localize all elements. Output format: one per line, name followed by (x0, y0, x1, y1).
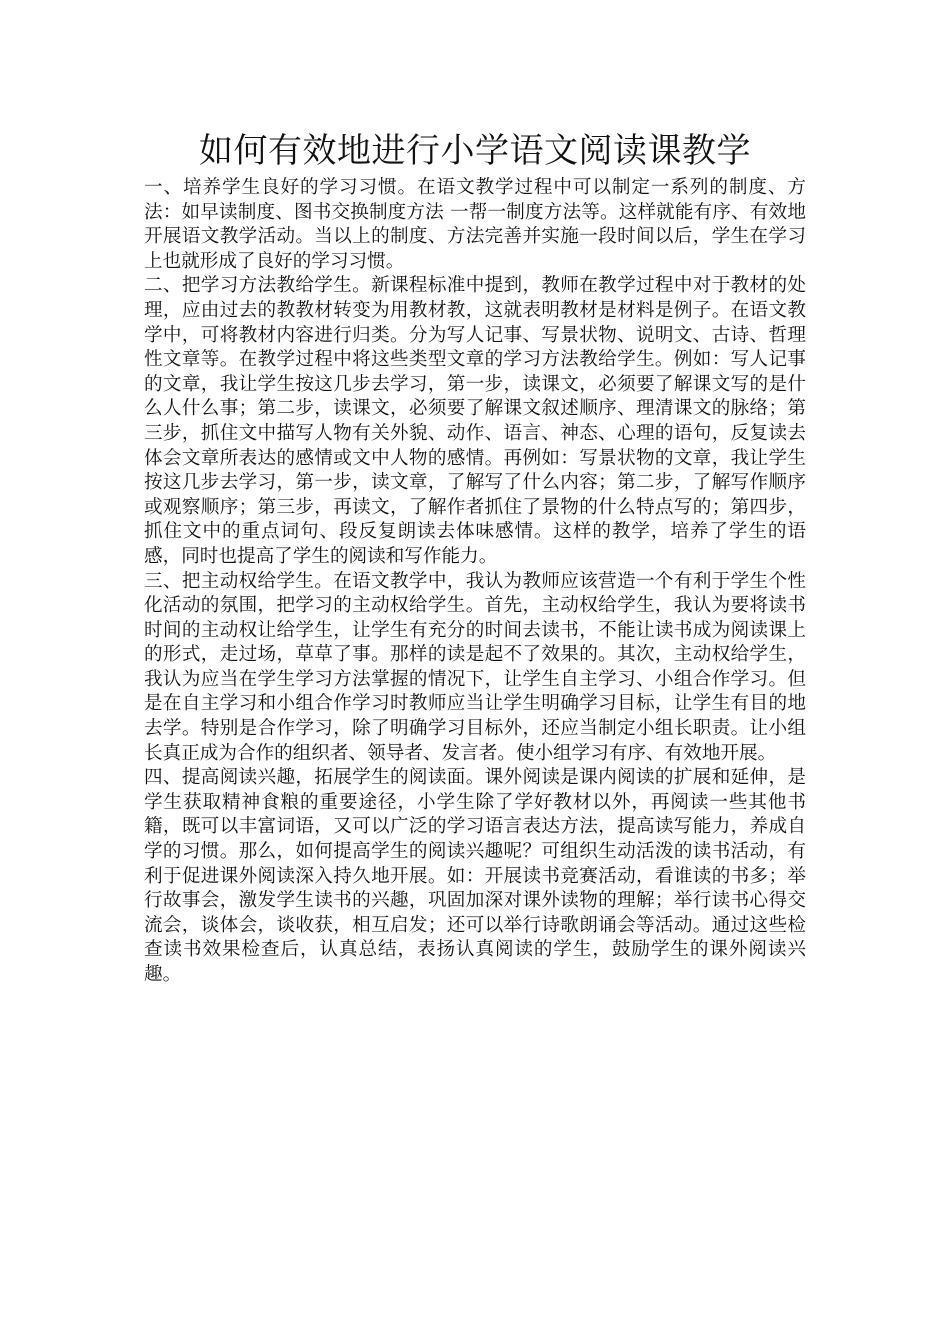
paragraph-methods: 二、把学习方法教给学生。新课程标准中提到，教师在教学过程中对于教材的处理，应由过去的教教材转变为用教材教，这就表明教材是材料是例子。在语文教学中，可将教材内容进行归类。分为写人记事、写景状物、说明文、古诗、哲理性文章等。在教学过程中将这些类型文章的学习方法教给学生。例如：写人记事的文章，我让学生按这几步去学习，第一步，读课文，必须要了解课文写的是什么人什么事；第二步，读课文，必须要了解课文叙述顺序、理清课文的脉络；第三步，抓住文中描写人物有关外貌、动作、语言、神态、心理的语句，反复读去体会文章所表达的感情或文中人物的感情。再例如：写景状物的文章，我让学生按这几步去学习，第一步，读文章，了解写了什么内容；第二步，了解写作顺序或观察顺序；第三步，再读文，了解作者抓住了景物的什么特点写的；第四步，抓住文中的重点词句、段反复朗读去体味感情。这样的教学，培养了学生的语感，同时也提高了学生的阅读和写作能力。 (144, 275, 806, 567)
paragraph-habits: 一、培养学生良好的学习习惯。在语文教学过程中可以制定一系列的制度、方法：如早读制度、图书交换制度方法 一帮一制度方法等。这样就能有序、有效地开展语文教学活动。当以上的制度、方法完善并实施一段时间以后，学生在学习上也就形成了良好的学习习惯。 (144, 177, 806, 272)
document-page (144, 128, 806, 988)
document-title: 如何有效地进行小学语文阅读课教学 (199, 131, 751, 171)
paragraph-initiative: 三、把主动权给学生。在语文教学中，我认为教师应该营造一个有利于学生个性化活动的氛围，把学习的主动权给学生。首先，主动权给学生，我认为要将读书时间的主动权让给学生，让学生有充分的时间去读书，不能让读书成为阅读课上的形式，走过场，草草了事。那样的读是起不了效果的。其次，主动权给学生，我认为应当在学生学习方法掌握的情况下，让学生自主学习、小组合作学习。但是在自主学习和小组合作学习时教师应当让学生明确学习目标，让学生有目的地去学。特别是合作学习，除了明确学习目标外，还应当制定小组长职责。让小组长真正成为合作的组织者、领导者、发言者。使小组学习有序、有效地开展。 (144, 570, 806, 764)
paragraph-interest: 四、提高阅读兴趣，拓展学生的阅读面。课外阅读是课内阅读的扩展和延伸，是学生获取精神食粮的重要途径，小学生除了学好教材以外，再阅读一些其他书籍，既可以丰富词语，又可以广泛的学习语言表达方法，提高读写能力，养成自学的习惯。那么，如何提高学生的阅读兴趣呢？可组织生动活泼的读书活动，有利于促进课外阅读深入持久地开展。如：开展读书竞赛活动，看谁读的书多；举行故事会，激发学生读书的兴趣，巩固加深对课外读物的理解；举行读书心得交流会，谈体会，谈收获，相互启发；还可以举行诗歌朗诵会等活动。通过这些检查读书效果检查后，认真总结，表扬认真阅读的学生，鼓励学生的课外阅读兴趣。 (144, 767, 806, 985)
